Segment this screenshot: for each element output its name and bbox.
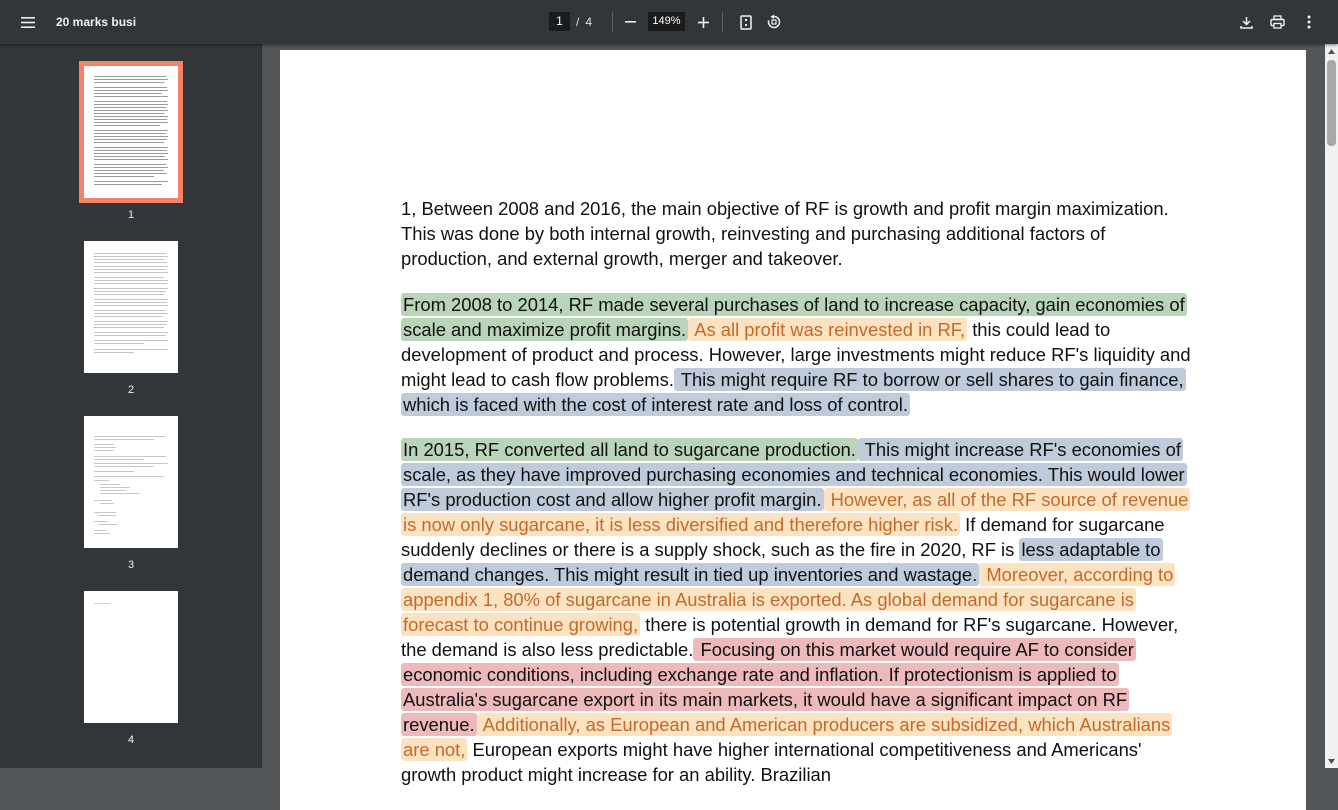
orange-highlight[interactable]: As all profit was reinvested in RF, [690,318,966,340]
plain-text: If demand for sugarcane suddenly declines or there is a supply shock, such as the fire in 2020, RF is [401,514,1165,560]
scrollbar-thumb[interactable] [1327,60,1336,146]
paragraph-1-text: 1, Between 2008 and 2016, the main objective of RF is growth and profit margin maximization. This was done by both internal growth, reinvesting and purchasing additional factors of production, and external growth, merger and takeover. [401,198,1169,269]
page-separator: / [576,14,580,29]
scroll-up-arrow-icon[interactable] [1325,44,1338,58]
more-options-icon[interactable] [1298,11,1320,33]
rotate-icon[interactable] [763,11,785,33]
paragraph-1 [401,196,1191,271]
current-page-input[interactable]: 1 [549,12,570,31]
thumbnail-label-1: 1 [127,209,135,221]
blue-highlight[interactable]: less adaptable to demand changes. This might result in tied up inventories and wastage. [403,539,1161,585]
plain-text: this could lead to development of product and process. However, large investments might reduce RF's liquidity and might lead to cash flow problems. [401,318,1191,390]
hamburger-menu-icon[interactable] [18,12,38,32]
zoom-in-icon[interactable] [692,11,714,33]
page-thumbnail-2[interactable] [84,241,178,373]
print-icon[interactable] [1266,11,1288,33]
pdf-toolbar [0,0,1338,44]
green-highlight[interactable]: In 2015, RF converted all land to sugarcane production. [403,439,856,460]
pdf-page-1 [280,50,1306,810]
document-title: 20 marks busi [56,15,137,29]
blue-highlight[interactable]: This might increase RF's economies of scale, as they have improved purchasing economies and technical economies. This would lower RF's production cost and allow higher profit margin. [403,439,1185,510]
total-pages: 4 [585,14,593,29]
thumbnail-sidebar [0,44,262,768]
red-highlight[interactable]: Focusing on this market would require AF to consider economic conditions, including exchange rate and inflation. If protectionism is applied to Australia's sugarcane export in its main markets, it would have a significant impact on RF revenue. [403,639,1134,735]
orange-highlight[interactable]: However, as all of the RF source of revenue is now only sugarcane, it is less diversified and therefore higher risk. [403,489,1189,535]
paragraph-2 [401,292,1191,417]
scroll-down-arrow-icon[interactable] [1325,754,1338,768]
blue-highlight[interactable]: This might require RF to borrow or sell shares to gain finance, which is faced with the cost of interest rate and loss of control. [403,368,1184,415]
page-thumbnail-1[interactable] [84,66,178,198]
thumbnail-label-4: 4 [127,734,135,746]
download-icon[interactable] [1235,11,1257,33]
orange-highlight[interactable]: Moreover, according to appendix 1, 80% of sugarcane in Australia is exported. As global demand for sugarcane is forecast to continue growing, [403,564,1174,635]
plain-text: European exports might have higher international competitiveness and Americans' growth product might increase for an ability. Brazilian [401,739,1142,785]
zoom-level-input[interactable]: 149% [648,12,685,31]
page-thumbnail-4[interactable] [84,591,178,723]
plain-text: there is potential growth in demand for RF's sugarcane. However, the demand is also less predictable. [401,614,1179,660]
page-indicator [549,12,592,31]
zoom-out-icon[interactable] [619,11,641,33]
paragraph-3 [401,437,1191,787]
thumbnail-label-3: 3 [127,559,135,571]
document-viewer[interactable] [263,44,1325,785]
green-highlight[interactable]: From 2008 to 2014, RF made several purchases of land to increase capacity, gain economies of scale and maximize profit margins. [403,293,1185,340]
page-thumbnail-3[interactable] [84,416,178,548]
fit-page-icon[interactable] [735,11,757,33]
vertical-scrollbar[interactable] [1325,44,1338,768]
thumbnail-label-2: 2 [127,384,135,396]
orange-highlight[interactable]: Additionally, as European and American producers are subsidized, which Australians are not, [403,714,1171,760]
toolbar-divider [722,12,723,32]
toolbar-divider [612,12,613,32]
page-content [401,196,1191,808]
